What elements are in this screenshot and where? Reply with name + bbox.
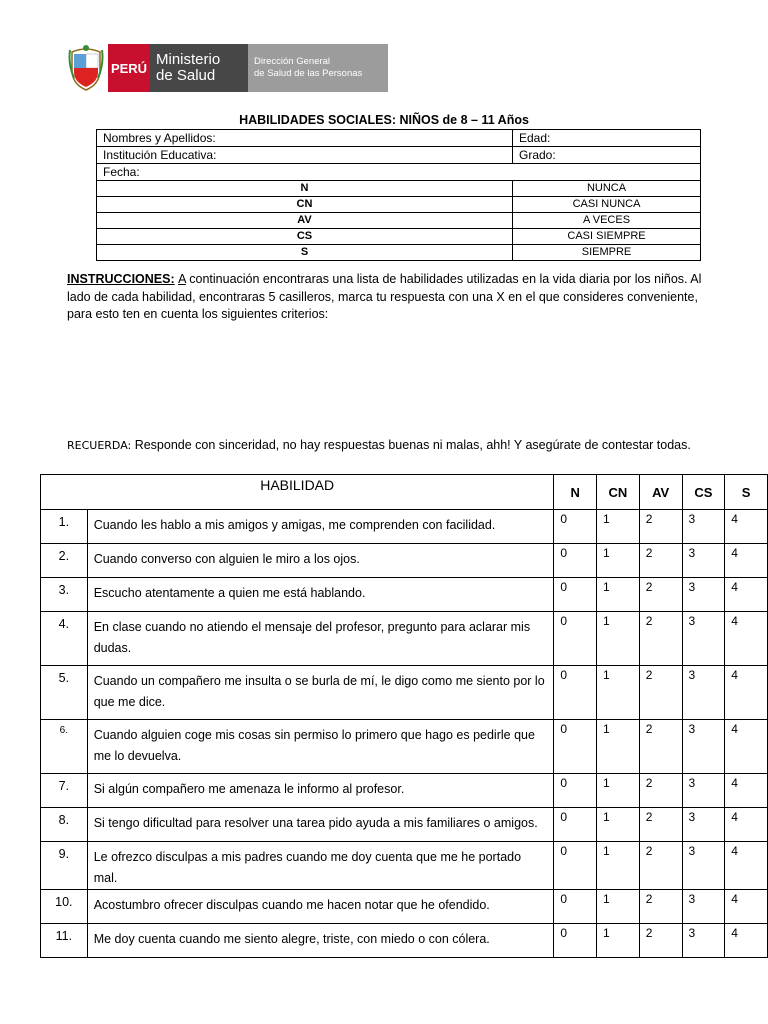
answer-option-s[interactable]: 4 xyxy=(725,842,768,890)
answer-option-n[interactable]: 0 xyxy=(554,612,597,666)
skill-number: 5. xyxy=(41,666,88,720)
answer-option-cs[interactable]: 3 xyxy=(682,720,725,774)
skill-number: 9. xyxy=(41,842,88,890)
scale-code: CS xyxy=(97,229,513,245)
answer-option-n[interactable]: 0 xyxy=(554,890,597,924)
answer-option-s[interactable]: 4 xyxy=(725,924,768,958)
scale-desc: CASI NUNCA xyxy=(513,197,701,213)
column-header-n: N xyxy=(554,475,597,510)
answer-option-cs[interactable]: 3 xyxy=(682,578,725,612)
skill-row xyxy=(41,842,768,890)
grade-field[interactable]: Grado: xyxy=(513,147,701,164)
skill-number: 3. xyxy=(41,578,88,612)
skill-text: Si tengo dificultad para resolver una tarea pido ayuda a mis familiares o amigos. xyxy=(87,808,554,842)
answer-option-s[interactable]: 4 xyxy=(725,890,768,924)
answer-option-n[interactable]: 0 xyxy=(554,774,597,808)
answer-option-n[interactable]: 0 xyxy=(554,924,597,958)
answer-option-s[interactable]: 4 xyxy=(725,720,768,774)
answer-option-av[interactable]: 2 xyxy=(639,808,682,842)
answer-option-av[interactable]: 2 xyxy=(639,510,682,544)
skills-table xyxy=(40,474,768,958)
answer-option-n[interactable]: 0 xyxy=(554,666,597,720)
answer-option-cn[interactable]: 1 xyxy=(597,842,640,890)
column-header-av: AV xyxy=(639,475,682,510)
answer-option-cs[interactable]: 3 xyxy=(682,808,725,842)
answer-option-n[interactable]: 0 xyxy=(554,808,597,842)
answer-option-cs[interactable]: 3 xyxy=(682,612,725,666)
ministry-logo xyxy=(68,44,388,92)
skill-text: Acostumbro ofrecer disculpas cuando me hacen notar que he ofendido. xyxy=(87,890,554,924)
instructions-text: continuación encontraras una lista de habilidades utilizadas en la vida diaria por los niños. Al lado de cada habilidad, encontraras 5 casilleros, marca tu respuesta con una X en el que consideres conveniente, para esto ten en cuenta los siguientes criterios: xyxy=(67,272,702,321)
peru-label: PERÚ xyxy=(108,44,150,92)
skill-number: 11. xyxy=(41,924,88,958)
scale-desc: SIEMPRE xyxy=(513,245,701,261)
answer-option-s[interactable]: 4 xyxy=(725,578,768,612)
remember-text: Responde con sinceridad, no hay respuestas buenas ni malas, ahh! Y asegúrate de contestar todas. xyxy=(131,438,691,452)
answer-option-s[interactable]: 4 xyxy=(725,544,768,578)
date-field[interactable]: Fecha: xyxy=(97,164,701,181)
instructions-label: INSTRUCCIONES: xyxy=(67,272,175,286)
ministry-line2: de Salud xyxy=(156,67,216,84)
direction-name xyxy=(248,44,388,92)
answer-option-cs[interactable]: 3 xyxy=(682,924,725,958)
skill-row xyxy=(41,890,768,924)
skill-row xyxy=(41,666,768,720)
answer-option-cs[interactable]: 3 xyxy=(682,544,725,578)
scale-desc: NUNCA xyxy=(513,181,701,197)
instructions-first-letter: A xyxy=(178,272,186,286)
remember-label: RECUERDA: xyxy=(67,439,132,452)
answer-option-cn[interactable]: 1 xyxy=(597,924,640,958)
answer-option-s[interactable]: 4 xyxy=(725,510,768,544)
scale-desc: A VECES xyxy=(513,213,701,229)
document-title-text: HABILIDADES SOCIALES: NIÑOS de 8 – 11 Años xyxy=(239,113,529,127)
scale-code: CN xyxy=(97,197,513,213)
skill-row xyxy=(41,612,768,666)
skill-row xyxy=(41,774,768,808)
scale-code: S xyxy=(97,245,513,261)
answer-option-cn[interactable]: 1 xyxy=(597,510,640,544)
skill-text: Cuando un compañero me insulta o se burla de mí, le digo como me siento por lo que me dice. xyxy=(87,666,554,720)
skill-row xyxy=(41,544,768,578)
student-info-table xyxy=(96,129,701,261)
column-header-cn: CN xyxy=(597,475,640,510)
answer-option-cn[interactable]: 1 xyxy=(597,578,640,612)
answer-option-n[interactable]: 0 xyxy=(554,578,597,612)
answer-option-cs[interactable]: 3 xyxy=(682,842,725,890)
instructions xyxy=(67,271,707,324)
skill-number: 7. xyxy=(41,774,88,808)
answer-option-av[interactable]: 2 xyxy=(639,666,682,720)
answer-option-av[interactable]: 2 xyxy=(639,578,682,612)
scale-code: N xyxy=(97,181,513,197)
answer-option-s[interactable]: 4 xyxy=(725,612,768,666)
answer-option-av[interactable]: 2 xyxy=(639,774,682,808)
document-title xyxy=(0,113,768,127)
age-field[interactable]: Edad: xyxy=(513,130,701,147)
skill-text: Le ofrezco disculpas a mis padres cuando me doy cuenta que me he portado mal. xyxy=(87,842,554,890)
column-header-cs: CS xyxy=(682,475,725,510)
name-field[interactable]: Nombres y Apellidos: xyxy=(97,130,513,147)
skill-text: Si algún compañero me amenaza le informo al profesor. xyxy=(87,774,554,808)
answer-option-s[interactable]: 4 xyxy=(725,808,768,842)
skill-row xyxy=(41,578,768,612)
answer-option-cs[interactable]: 3 xyxy=(682,890,725,924)
answer-option-av[interactable]: 2 xyxy=(639,842,682,890)
answer-option-cn[interactable]: 1 xyxy=(597,612,640,666)
skill-number: 8. xyxy=(41,808,88,842)
direction-line2: de Salud de las Personas xyxy=(254,68,363,79)
answer-option-cn[interactable]: 1 xyxy=(597,890,640,924)
skill-row xyxy=(41,510,768,544)
answer-option-av[interactable]: 2 xyxy=(639,890,682,924)
ministry-line1: Ministerio xyxy=(156,51,221,68)
skill-text: Escucho atentamente a quien me está hablando. xyxy=(87,578,554,612)
answer-option-av[interactable]: 2 xyxy=(639,544,682,578)
skill-number: 1. xyxy=(41,510,88,544)
answer-option-cn[interactable]: 1 xyxy=(597,774,640,808)
answer-option-av[interactable]: 2 xyxy=(639,720,682,774)
skill-number: 6. xyxy=(41,720,88,774)
skill-number: 10. xyxy=(41,890,88,924)
answer-option-av[interactable]: 2 xyxy=(639,924,682,958)
direction-line1: Dirección General xyxy=(254,56,331,67)
ministry-name xyxy=(150,44,248,92)
answer-option-av[interactable]: 2 xyxy=(639,612,682,666)
skill-row xyxy=(41,720,768,774)
school-field[interactable]: Institución Educativa: xyxy=(97,147,513,164)
coat-of-arms-icon xyxy=(68,44,104,92)
column-header-s: S xyxy=(725,475,768,510)
scale-code: AV xyxy=(97,213,513,229)
answer-option-cs[interactable]: 3 xyxy=(682,510,725,544)
skill-column-header: HABILIDAD xyxy=(41,475,554,510)
skill-number: 4. xyxy=(41,612,88,666)
answer-option-s[interactable]: 4 xyxy=(725,666,768,720)
answer-option-n[interactable]: 0 xyxy=(554,510,597,544)
answer-option-s[interactable]: 4 xyxy=(725,774,768,808)
skill-row xyxy=(41,924,768,958)
skill-text: Cuando converso con alguien le miro a los ojos. xyxy=(87,544,554,578)
skill-text: En clase cuando no atiendo el mensaje del profesor, pregunto para aclarar mis dudas. xyxy=(87,612,554,666)
skills-header-row xyxy=(41,475,768,510)
answer-option-cs[interactable]: 3 xyxy=(682,666,725,720)
answer-option-cn[interactable]: 1 xyxy=(597,544,640,578)
skill-text: Cuando alguien coge mis cosas sin permiso lo primero que hago es pedirle que me lo devuelva. xyxy=(87,720,554,774)
skill-number: 2. xyxy=(41,544,88,578)
answer-option-cn[interactable]: 1 xyxy=(597,808,640,842)
skill-text: Me doy cuenta cuando me siento alegre, triste, con miedo o con cólera. xyxy=(87,924,554,958)
answer-option-n[interactable]: 0 xyxy=(554,544,597,578)
skill-text: Cuando les hablo a mis amigos y amigas, me comprenden con facilidad. xyxy=(87,510,554,544)
skill-row xyxy=(41,808,768,842)
answer-option-cs[interactable]: 3 xyxy=(682,774,725,808)
scale-desc: CASI SIEMPRE xyxy=(513,229,701,245)
remember-note xyxy=(67,438,691,452)
answer-option-n[interactable]: 0 xyxy=(554,842,597,890)
answer-option-cn[interactable]: 1 xyxy=(597,720,640,774)
answer-option-cn[interactable]: 1 xyxy=(597,666,640,720)
answer-option-n[interactable]: 0 xyxy=(554,720,597,774)
